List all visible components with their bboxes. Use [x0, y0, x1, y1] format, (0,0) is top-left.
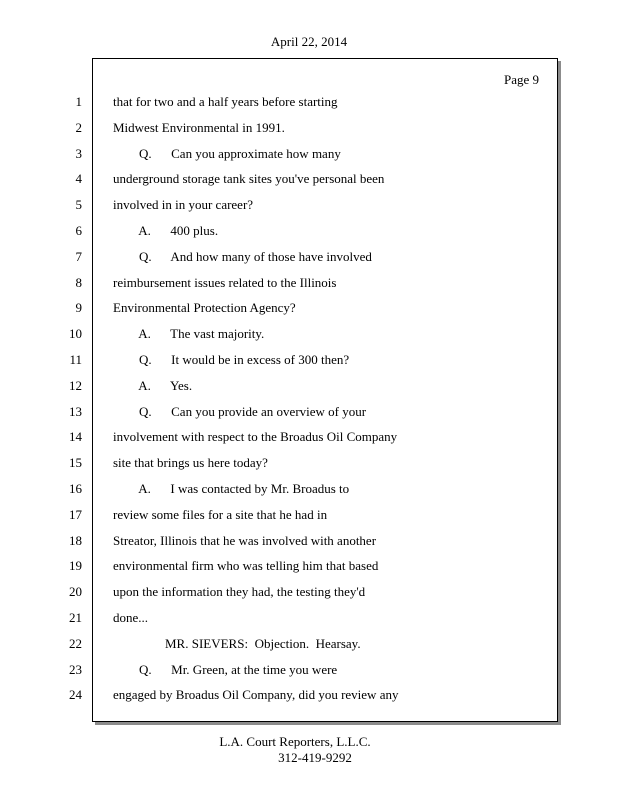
line-text: Streator, Illinois that he was involved with another: [113, 533, 377, 548]
line-number: 3: [75, 146, 82, 161]
line-text: Midwest Environmental in 1991.: [113, 120, 285, 135]
line-number: 16: [69, 481, 82, 496]
line-text: environmental firm who was telling him that based: [113, 558, 379, 573]
line-number: 23: [69, 662, 82, 677]
line-number: 7: [75, 249, 82, 264]
line-text: done...: [113, 610, 149, 625]
line-text: A. Yes.: [113, 378, 193, 393]
line-number: 6: [75, 223, 82, 238]
line-number: 11: [69, 352, 82, 367]
line-number: 18: [69, 533, 82, 548]
line-text: site that brings us here today?: [113, 455, 268, 470]
line-text: A. I was contacted by Mr. Broadus to: [113, 481, 350, 496]
page-number: Page 9: [503, 72, 539, 87]
line-text: A. 400 plus.: [113, 223, 219, 238]
line-number: 21: [69, 610, 82, 625]
line-text: Environmental Protection Agency?: [113, 300, 296, 315]
line-text: Q. Can you provide an overview of your: [113, 404, 367, 419]
line-number: 24: [69, 687, 82, 702]
line-text: engaged by Broadus Oil Company, did you review any: [113, 687, 399, 702]
line-number: 15: [69, 455, 82, 470]
line-text: upon the information they had, the testing they'd: [113, 584, 366, 599]
header-date: April 22, 2014: [270, 34, 348, 49]
line-number: 17: [69, 507, 82, 522]
line-text: reimbursement issues related to the Illinois: [113, 275, 337, 290]
line-text: involved in in your career?: [113, 197, 254, 212]
line-number: 10: [69, 326, 82, 341]
line-text: A. The vast majority.: [113, 326, 265, 341]
line-number: 12: [69, 378, 82, 393]
line-text: Q. Mr. Green, at the time you were: [113, 662, 338, 677]
line-text: that for two and a half years before starting: [113, 94, 338, 109]
footer-company: L.A. Court Reporters, L.L.C.: [219, 734, 371, 749]
line-number: 8: [75, 275, 82, 290]
line-number: 14: [69, 429, 82, 444]
line-number: 13: [69, 404, 82, 419]
footer-phone: 312-419-9292: [278, 750, 352, 765]
line-number: 22: [69, 636, 82, 651]
line-text: involvement with respect to the Broadus Oil Company: [113, 429, 398, 444]
line-number: 2: [75, 120, 82, 135]
line-text: underground storage tank sites you've personal been: [113, 171, 385, 186]
line-text: Q. And how many of those have involved: [113, 249, 372, 264]
line-text: review some files for a site that he had in: [113, 507, 328, 522]
line-number: 19: [69, 558, 82, 573]
line-number: 4: [75, 171, 82, 186]
line-text: Q. It would be in excess of 300 then?: [113, 352, 350, 367]
line-number: 20: [69, 584, 82, 599]
line-text: Q. Can you approximate how many: [113, 146, 341, 161]
line-number: 5: [75, 197, 82, 212]
line-number: 1: [75, 94, 82, 109]
line-text: MR. SIEVERS: Objection. Hearsay.: [113, 636, 361, 651]
line-number: 9: [75, 300, 82, 315]
